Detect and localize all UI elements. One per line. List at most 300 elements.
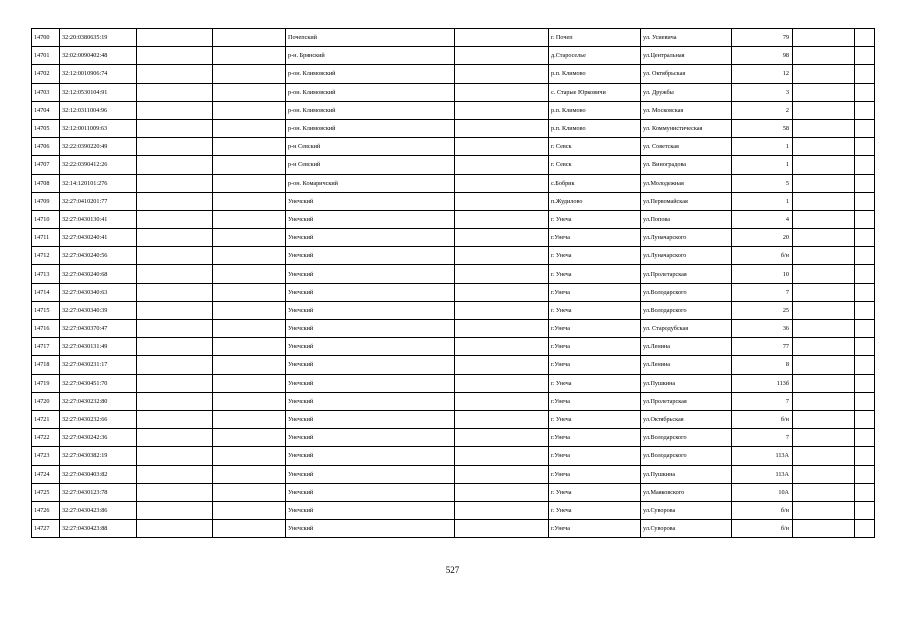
empty-cell-cell xyxy=(855,29,875,47)
table-row xyxy=(32,465,875,483)
settlement-cell: г.Унеча xyxy=(549,229,641,247)
row-number-cell: 14711 xyxy=(32,229,60,247)
row-number-cell: 14724 xyxy=(32,465,60,483)
house-number-cell: 98 xyxy=(732,47,793,65)
row-number-cell: 14702 xyxy=(32,65,60,83)
empty-cell-cell xyxy=(855,283,875,301)
settlement-cell: р.п. Климово xyxy=(549,65,641,83)
table-row xyxy=(32,229,875,247)
district-cell: р-н Севский xyxy=(286,156,455,174)
street-cell: ул.Пушкина xyxy=(641,465,732,483)
district-cell: Унечский xyxy=(286,483,455,501)
empty-cell-cell xyxy=(793,47,855,65)
empty-cell-cell xyxy=(137,29,213,47)
empty-cell-cell xyxy=(793,29,855,47)
settlement-cell: г.Унеча xyxy=(549,429,641,447)
empty-cell-cell xyxy=(455,210,549,228)
settlement-cell: г.Унеча xyxy=(549,447,641,465)
house-number-cell: 5 xyxy=(732,174,793,192)
settlement-cell: г. Почеп xyxy=(549,29,641,47)
table-row xyxy=(32,101,875,119)
empty-cell-cell xyxy=(855,119,875,137)
empty-cell-cell xyxy=(213,483,286,501)
street-cell: ул.Володарского xyxy=(641,447,732,465)
district-cell: Унечский xyxy=(286,374,455,392)
empty-cell-cell xyxy=(793,356,855,374)
house-number-cell: б/н xyxy=(732,501,793,519)
row-number-cell: 14710 xyxy=(32,210,60,228)
street-cell: ул. Усиевича xyxy=(641,29,732,47)
row-number-cell: 14703 xyxy=(32,83,60,101)
empty-cell-cell xyxy=(793,83,855,101)
row-number-cell: 14704 xyxy=(32,101,60,119)
empty-cell-cell xyxy=(793,483,855,501)
cadastral-number-cell: 32:27:0430242:36 xyxy=(60,429,137,447)
settlement-cell: г. Унеча xyxy=(549,410,641,428)
empty-cell-cell xyxy=(213,465,286,483)
empty-cell-cell xyxy=(137,429,213,447)
row-number-cell: 14726 xyxy=(32,501,60,519)
empty-cell-cell xyxy=(137,265,213,283)
street-cell: ул.Первомайская xyxy=(641,192,732,210)
district-cell: Унечский xyxy=(286,501,455,519)
row-number-cell: 14713 xyxy=(32,265,60,283)
row-number-cell: 14718 xyxy=(32,356,60,374)
street-cell: ул. Московская xyxy=(641,101,732,119)
street-cell: ул.Маяковского xyxy=(641,483,732,501)
row-number-cell: 14725 xyxy=(32,483,60,501)
street-cell: ул.Володарского xyxy=(641,301,732,319)
table-row xyxy=(32,83,875,101)
row-number-cell: 14714 xyxy=(32,283,60,301)
page-number: 527 xyxy=(445,565,460,575)
table-row xyxy=(32,192,875,210)
row-number-cell: 14706 xyxy=(32,138,60,156)
empty-cell-cell xyxy=(137,101,213,119)
empty-cell-cell xyxy=(455,283,549,301)
empty-cell-cell xyxy=(793,392,855,410)
district-cell: Унечский xyxy=(286,320,455,338)
row-number-cell: 14715 xyxy=(32,301,60,319)
cadastral-number-cell: 32:27:0430423:86 xyxy=(60,501,137,519)
cadastral-number-cell: 32:02:0090402:48 xyxy=(60,47,137,65)
empty-cell-cell xyxy=(793,447,855,465)
empty-cell-cell xyxy=(137,374,213,392)
row-number-cell: 14708 xyxy=(32,174,60,192)
empty-cell-cell xyxy=(137,83,213,101)
table-row xyxy=(32,47,875,65)
district-cell: р-он. Климовский xyxy=(286,65,455,83)
street-cell: ул.Луначарского xyxy=(641,247,732,265)
house-number-cell: б/н xyxy=(732,520,793,538)
cadastral-number-cell: 32:27:0430130:41 xyxy=(60,210,137,228)
district-cell: Унечский xyxy=(286,265,455,283)
empty-cell-cell xyxy=(213,356,286,374)
street-cell: ул.Суворова xyxy=(641,520,732,538)
empty-cell-cell xyxy=(793,501,855,519)
street-cell: ул.Пролетарская xyxy=(641,265,732,283)
row-number-cell: 14720 xyxy=(32,392,60,410)
district-cell: Унечский xyxy=(286,283,455,301)
empty-cell-cell xyxy=(455,119,549,137)
table-row xyxy=(32,483,875,501)
empty-cell-cell xyxy=(213,392,286,410)
street-cell: ул.Ленина xyxy=(641,356,732,374)
empty-cell-cell xyxy=(137,301,213,319)
cadastral-number-cell: 32:27:0430451:70 xyxy=(60,374,137,392)
cadastral-number-cell: 32:27:0430131:49 xyxy=(60,338,137,356)
house-number-cell: 1 xyxy=(732,192,793,210)
district-cell: Унечский xyxy=(286,447,455,465)
house-number-cell: 1 xyxy=(732,138,793,156)
house-number-cell: 2 xyxy=(732,101,793,119)
empty-cell-cell xyxy=(855,447,875,465)
cadastral-number-cell: 32:27:0430370:47 xyxy=(60,320,137,338)
empty-cell-cell xyxy=(137,392,213,410)
empty-cell-cell xyxy=(793,247,855,265)
empty-cell-cell xyxy=(455,247,549,265)
empty-cell-cell xyxy=(213,229,286,247)
cadastral-number-cell: 32:27:0410201:77 xyxy=(60,192,137,210)
cadastral-number-cell: 32:27:0430240:56 xyxy=(60,247,137,265)
table-row xyxy=(32,410,875,428)
row-number-cell: 14712 xyxy=(32,247,60,265)
empty-cell-cell xyxy=(455,174,549,192)
empty-cell-cell xyxy=(137,247,213,265)
cadastral-number-cell: 32:27:0430232:80 xyxy=(60,392,137,410)
empty-cell-cell xyxy=(455,520,549,538)
row-number-cell: 14700 xyxy=(32,29,60,47)
empty-cell-cell xyxy=(213,210,286,228)
empty-cell-cell xyxy=(137,483,213,501)
empty-cell-cell xyxy=(213,447,286,465)
settlement-cell: г. Унеча xyxy=(549,301,641,319)
empty-cell-cell xyxy=(137,320,213,338)
district-cell: Унечский xyxy=(286,229,455,247)
settlement-cell: г.Унеча xyxy=(549,320,641,338)
empty-cell-cell xyxy=(793,429,855,447)
district-cell: р-н. Брянский xyxy=(286,47,455,65)
empty-cell-cell xyxy=(793,174,855,192)
empty-cell-cell xyxy=(213,138,286,156)
district-cell: р-он. Климовский xyxy=(286,119,455,137)
empty-cell-cell xyxy=(213,320,286,338)
empty-cell-cell xyxy=(137,174,213,192)
row-number-cell: 14709 xyxy=(32,192,60,210)
empty-cell-cell xyxy=(793,101,855,119)
district-cell: Унечский xyxy=(286,520,455,538)
empty-cell-cell xyxy=(455,192,549,210)
empty-cell-cell xyxy=(455,410,549,428)
empty-cell-cell xyxy=(213,29,286,47)
cadastral-number-cell: 32:22:0390412:26 xyxy=(60,156,137,174)
house-number-cell: 113б xyxy=(732,374,793,392)
empty-cell-cell xyxy=(213,338,286,356)
table-row xyxy=(32,210,875,228)
house-number-cell: 58 xyxy=(732,119,793,137)
empty-cell-cell xyxy=(213,301,286,319)
empty-cell-cell xyxy=(793,156,855,174)
settlement-cell: г.Унеча xyxy=(549,520,641,538)
empty-cell-cell xyxy=(455,392,549,410)
settlement-cell: р.п. Климово xyxy=(549,119,641,137)
empty-cell-cell xyxy=(213,83,286,101)
settlement-cell: г.Унеча xyxy=(549,465,641,483)
cadastral-number-cell: 32:12:0311004:96 xyxy=(60,101,137,119)
empty-cell-cell xyxy=(855,210,875,228)
district-cell: Почепский xyxy=(286,29,455,47)
street-cell: ул.Луначарского xyxy=(641,229,732,247)
empty-cell-cell xyxy=(455,447,549,465)
district-cell: р-он. Комаричский xyxy=(286,174,455,192)
cadastral-number-cell: 32:14:120101:276 xyxy=(60,174,137,192)
empty-cell-cell xyxy=(855,47,875,65)
house-number-cell: 1 xyxy=(732,156,793,174)
district-cell: Унечский xyxy=(286,210,455,228)
empty-cell-cell xyxy=(137,283,213,301)
settlement-cell: г.Унеча xyxy=(549,283,641,301)
house-number-cell: б/н xyxy=(732,410,793,428)
house-number-cell: 7 xyxy=(732,283,793,301)
empty-cell-cell xyxy=(855,65,875,83)
district-cell: р-н Севский xyxy=(286,138,455,156)
empty-cell-cell xyxy=(137,447,213,465)
house-number-cell: 7 xyxy=(732,392,793,410)
empty-cell-cell xyxy=(455,156,549,174)
settlement-cell: г.Унеча xyxy=(549,392,641,410)
table-row xyxy=(32,119,875,137)
empty-cell-cell xyxy=(855,356,875,374)
empty-cell-cell xyxy=(855,520,875,538)
empty-cell-cell xyxy=(793,520,855,538)
empty-cell-cell xyxy=(137,192,213,210)
empty-cell-cell xyxy=(213,429,286,447)
house-number-cell: 77 xyxy=(732,338,793,356)
empty-cell-cell xyxy=(455,65,549,83)
empty-cell-cell xyxy=(855,410,875,428)
house-number-cell: 7 xyxy=(732,429,793,447)
table-row xyxy=(32,392,875,410)
empty-cell-cell xyxy=(455,356,549,374)
empty-cell-cell xyxy=(855,465,875,483)
table-row xyxy=(32,320,875,338)
table-row xyxy=(32,265,875,283)
empty-cell-cell xyxy=(137,47,213,65)
table-row xyxy=(32,65,875,83)
settlement-cell: г. Севск xyxy=(549,138,641,156)
empty-cell-cell xyxy=(455,301,549,319)
empty-cell-cell xyxy=(213,47,286,65)
row-number-cell: 14707 xyxy=(32,156,60,174)
empty-cell-cell xyxy=(213,65,286,83)
street-cell: ул. Виноградова xyxy=(641,156,732,174)
empty-cell-cell xyxy=(455,501,549,519)
cadastral-number-cell: 32:27:0430423:88 xyxy=(60,520,137,538)
empty-cell-cell xyxy=(213,101,286,119)
house-number-cell: 36 xyxy=(732,320,793,338)
empty-cell-cell xyxy=(455,465,549,483)
cadastral-number-cell: 32:12:0010906:74 xyxy=(60,65,137,83)
empty-cell-cell xyxy=(137,138,213,156)
house-number-cell: 20 xyxy=(732,229,793,247)
empty-cell-cell xyxy=(455,429,549,447)
empty-cell-cell xyxy=(855,501,875,519)
empty-cell-cell xyxy=(213,192,286,210)
street-cell: ул.Ленина xyxy=(641,338,732,356)
table-row xyxy=(32,520,875,538)
district-cell: р-он. Климовский xyxy=(286,101,455,119)
settlement-cell: с.Бобрик xyxy=(549,174,641,192)
empty-cell-cell xyxy=(793,410,855,428)
cadastral-number-cell: 32:27:0430240:41 xyxy=(60,229,137,247)
empty-cell-cell xyxy=(137,356,213,374)
empty-cell-cell xyxy=(855,174,875,192)
empty-cell-cell xyxy=(455,483,549,501)
district-cell: Унечский xyxy=(286,392,455,410)
empty-cell-cell xyxy=(137,520,213,538)
table-row xyxy=(32,29,875,47)
row-number-cell: 14719 xyxy=(32,374,60,392)
district-cell: Унечский xyxy=(286,301,455,319)
empty-cell-cell xyxy=(793,283,855,301)
empty-cell-cell xyxy=(793,338,855,356)
cadastral-number-cell: 32:22:0390220:49 xyxy=(60,138,137,156)
empty-cell-cell xyxy=(855,83,875,101)
table-row xyxy=(32,174,875,192)
house-number-cell: б/н xyxy=(732,247,793,265)
settlement-cell: г. Унеча xyxy=(549,483,641,501)
settlement-cell: п.Жудилово xyxy=(549,192,641,210)
district-cell: Унечский xyxy=(286,192,455,210)
empty-cell-cell xyxy=(455,29,549,47)
empty-cell-cell xyxy=(793,374,855,392)
empty-cell-cell xyxy=(213,119,286,137)
house-number-cell: 12 xyxy=(732,65,793,83)
row-number-cell: 14705 xyxy=(32,119,60,137)
street-cell: ул.Пролетарская xyxy=(641,392,732,410)
empty-cell-cell xyxy=(855,429,875,447)
house-number-cell: 4 xyxy=(732,210,793,228)
empty-cell-cell xyxy=(793,465,855,483)
cadastral-number-cell: 32:27:0430340:39 xyxy=(60,301,137,319)
street-cell: ул. Советская xyxy=(641,138,732,156)
empty-cell-cell xyxy=(455,338,549,356)
table-row xyxy=(32,356,875,374)
empty-cell-cell xyxy=(137,410,213,428)
table-row xyxy=(32,247,875,265)
empty-cell-cell xyxy=(213,374,286,392)
house-number-cell: 10А xyxy=(732,483,793,501)
settlement-cell: г. Севск xyxy=(549,156,641,174)
empty-cell-cell xyxy=(793,265,855,283)
table-row xyxy=(32,338,875,356)
table-row xyxy=(32,447,875,465)
registry-table xyxy=(31,28,875,538)
empty-cell-cell xyxy=(213,501,286,519)
empty-cell-cell xyxy=(455,138,549,156)
empty-cell-cell xyxy=(855,374,875,392)
house-number-cell: 3 xyxy=(732,83,793,101)
cadastral-number-cell: 32:12:0530104:91 xyxy=(60,83,137,101)
cadastral-number-cell: 32:27:0430340:63 xyxy=(60,283,137,301)
cadastral-number-cell: 32:27:0430232:66 xyxy=(60,410,137,428)
empty-cell-cell xyxy=(213,520,286,538)
cadastral-number-cell: 32:12:0011009:63 xyxy=(60,119,137,137)
empty-cell-cell xyxy=(137,65,213,83)
street-cell: ул.Суворова xyxy=(641,501,732,519)
empty-cell-cell xyxy=(137,338,213,356)
empty-cell-cell xyxy=(137,156,213,174)
settlement-cell: г.Унеча xyxy=(549,338,641,356)
cadastral-number-cell: 32:27:0430231:17 xyxy=(60,356,137,374)
empty-cell-cell xyxy=(455,374,549,392)
cadastral-number-cell: 32:27:0430123:78 xyxy=(60,483,137,501)
settlement-cell: г. Унеча xyxy=(549,265,641,283)
empty-cell-cell xyxy=(855,192,875,210)
table-body xyxy=(32,29,875,538)
district-cell: Унечский xyxy=(286,338,455,356)
house-number-cell: 8 xyxy=(732,356,793,374)
row-number-cell: 14721 xyxy=(32,410,60,428)
district-cell: Унечский xyxy=(286,465,455,483)
street-cell: ул.Попова xyxy=(641,210,732,228)
street-cell: ул.Пушкина xyxy=(641,374,732,392)
street-cell: ул.Центральная xyxy=(641,47,732,65)
street-cell: ул. Коммунистическая xyxy=(641,119,732,137)
empty-cell-cell xyxy=(213,174,286,192)
empty-cell-cell xyxy=(455,47,549,65)
house-number-cell: 10 xyxy=(732,265,793,283)
table-row xyxy=(32,429,875,447)
table-row xyxy=(32,156,875,174)
empty-cell-cell xyxy=(793,301,855,319)
house-number-cell: 79 xyxy=(732,29,793,47)
empty-cell-cell xyxy=(793,138,855,156)
empty-cell-cell xyxy=(137,210,213,228)
district-cell: Унечский xyxy=(286,356,455,374)
district-cell: Унечский xyxy=(286,247,455,265)
empty-cell-cell xyxy=(455,229,549,247)
street-cell: ул.Володарского xyxy=(641,429,732,447)
settlement-cell: г. Унеча xyxy=(549,374,641,392)
cadastral-number-cell: 32:20:0380635:19 xyxy=(60,29,137,47)
table-row xyxy=(32,374,875,392)
street-cell: ул.Октябрьская xyxy=(641,410,732,428)
settlement-cell: г.Унеча xyxy=(549,356,641,374)
empty-cell-cell xyxy=(137,229,213,247)
empty-cell-cell xyxy=(855,301,875,319)
cadastral-number-cell: 32:27:0430403:82 xyxy=(60,465,137,483)
cadastral-number-cell: 32:27:0430382:19 xyxy=(60,447,137,465)
empty-cell-cell xyxy=(855,247,875,265)
row-number-cell: 14701 xyxy=(32,47,60,65)
empty-cell-cell xyxy=(855,156,875,174)
district-cell: Унечский xyxy=(286,429,455,447)
row-number-cell: 14716 xyxy=(32,320,60,338)
street-cell: ул.Володарского xyxy=(641,283,732,301)
district-cell: Унечский xyxy=(286,410,455,428)
settlement-cell: р.п. Климово xyxy=(549,101,641,119)
settlement-cell: д.Староселье xyxy=(549,47,641,65)
empty-cell-cell xyxy=(793,65,855,83)
empty-cell-cell xyxy=(455,83,549,101)
table-row xyxy=(32,283,875,301)
street-cell: ул. Октябрьская xyxy=(641,65,732,83)
empty-cell-cell xyxy=(137,501,213,519)
empty-cell-cell xyxy=(793,192,855,210)
row-number-cell: 14722 xyxy=(32,429,60,447)
empty-cell-cell xyxy=(855,229,875,247)
